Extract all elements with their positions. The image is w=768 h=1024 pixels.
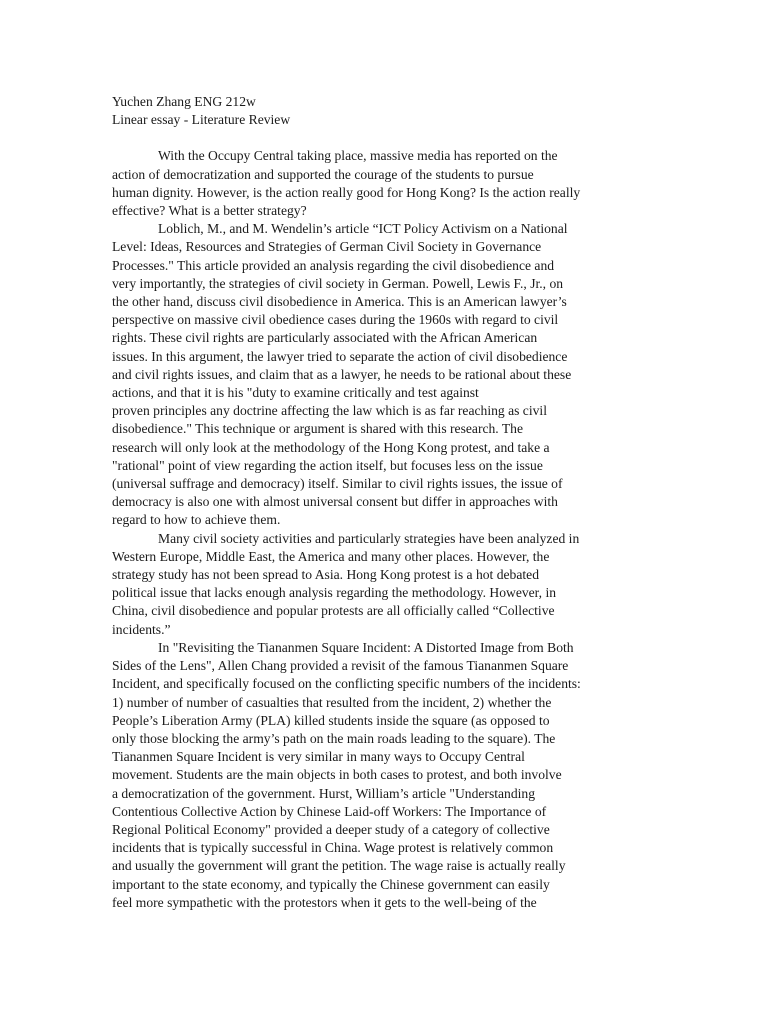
essay-line: Western Europe, Middle East, the America and many other places. However, the — [112, 548, 550, 564]
essay-line: "rational" point of view regarding the action itself, but focuses less on the issue — [112, 457, 543, 473]
essay-line: In "Revisiting the Tiananmen Square Incident: A Distorted Image from Both — [158, 639, 574, 655]
essay-line: strategy study has not been spread to Asia. Hong Kong protest is a hot debated — [112, 567, 539, 583]
essay-line: proven principles any doctrine affecting the law which is as far reaching as civil — [112, 403, 547, 419]
essay-body — [112, 147, 672, 912]
essay-line: Sides of the Lens", Allen Chang provided a revisit of the famous Tiananmen Square — [112, 658, 569, 674]
essay-line: incidents that is typically successful in China. Wage protest is relatively common — [112, 840, 554, 856]
essay-line: and usually the government will grant the petition. The wage raise is actually really — [112, 858, 566, 874]
document-page — [112, 93, 672, 912]
essay-line: Incident, and specifically focused on the conflicting specific numbers of the incidents: — [112, 676, 581, 692]
essay-line: Many civil society activities and particularly strategies have been analyzed in — [158, 530, 580, 546]
essay-line: very importantly, the strategies of civil society in German. Powell, Lewis F., Jr., on — [112, 275, 564, 291]
essay-line: People’s Liberation Army (PLA) killed students inside the square (as opposed to — [112, 712, 550, 728]
essay-line: Processes." This article provided an analysis regarding the civil disobedience and — [112, 257, 555, 273]
document-title: Linear essay - Literature Review — [112, 112, 291, 128]
essay-line: 1) number of number of casualties that resulted from the incident, 2) whether the — [112, 694, 552, 710]
essay-line: movement. Students are the main objects in both cases to protest, and both involve — [112, 767, 562, 783]
essay-line: only those blocking the army’s path on the main roads leading to the square). The — [112, 730, 556, 746]
essay-line: action of democratization and supported the courage of the students to pursue — [112, 166, 534, 182]
essay-line: research will only look at the methodology of the Hong Kong protest, and take a — [112, 439, 550, 455]
essay-line: Tiananmen Square Incident is very similar in many ways to Occupy Central — [112, 749, 525, 765]
essay-line: a democratization of the government. Hurst, William’s article "Understanding — [112, 785, 536, 801]
essay-line: incidents.” — [112, 621, 171, 637]
author-course-line: Yuchen Zhang ENG 212w — [112, 94, 256, 109]
essay-line: (universal suffrage and democracy) itself. Similar to civil rights issues, the issue of — [112, 476, 563, 492]
essay-line: rights. These civil rights are particularly associated with the African American — [112, 330, 538, 346]
essay-line: democracy is also one with almost universal consent but differ in approaches with — [112, 494, 558, 510]
essay-line: Level: Ideas, Resources and Strategies of German Civil Society in Governance — [112, 239, 542, 255]
essay-line: issues. In this argument, the lawyer tried to separate the action of civil disobedience — [112, 348, 568, 364]
essay-line: human dignity. However, is the action really good for Hong Kong? Is the action really — [112, 184, 581, 200]
essay-line: Contentious Collective Action by Chinese Laid-off Workers: The Importance of — [112, 803, 547, 819]
essay-line: perspective on massive civil obedience cases during the 1960s with regard to civil — [112, 312, 559, 328]
essay-line: important to the state economy, and typically the Chinese government can easily — [112, 876, 550, 892]
essay-line: China, civil disobedience and popular protests are all officially called “Collective — [112, 603, 555, 619]
essay-line: Regional Political Economy" provided a deeper study of a category of collective — [112, 821, 550, 837]
essay-line: regard to how to achieve them. — [112, 512, 281, 528]
essay-line: political issue that lacks enough analysis regarding the methodology. However, in — [112, 585, 557, 601]
essay-line: effective? What is a better strategy? — [112, 203, 307, 219]
essay-line: Loblich, M., and M. Wendelin’s article “ICT Policy Activism on a National — [158, 221, 568, 237]
essay-line: With the Occupy Central taking place, massive media has reported on the — [158, 148, 558, 164]
essay-line: feel more sympathetic with the protestors when it gets to the well-being of the — [112, 894, 537, 910]
essay-line: and civil rights issues, and claim that as a lawyer, he needs to be rational about these — [112, 366, 572, 382]
essay-line: the other hand, discuss civil disobedience in America. This is an American lawyer’s — [112, 294, 567, 310]
header-spacer — [112, 129, 672, 147]
essay-line: disobedience." This technique or argument is shared with this research. The — [112, 421, 523, 437]
essay-line: actions, and that it is his "duty to examine critically and test against — [112, 385, 479, 401]
